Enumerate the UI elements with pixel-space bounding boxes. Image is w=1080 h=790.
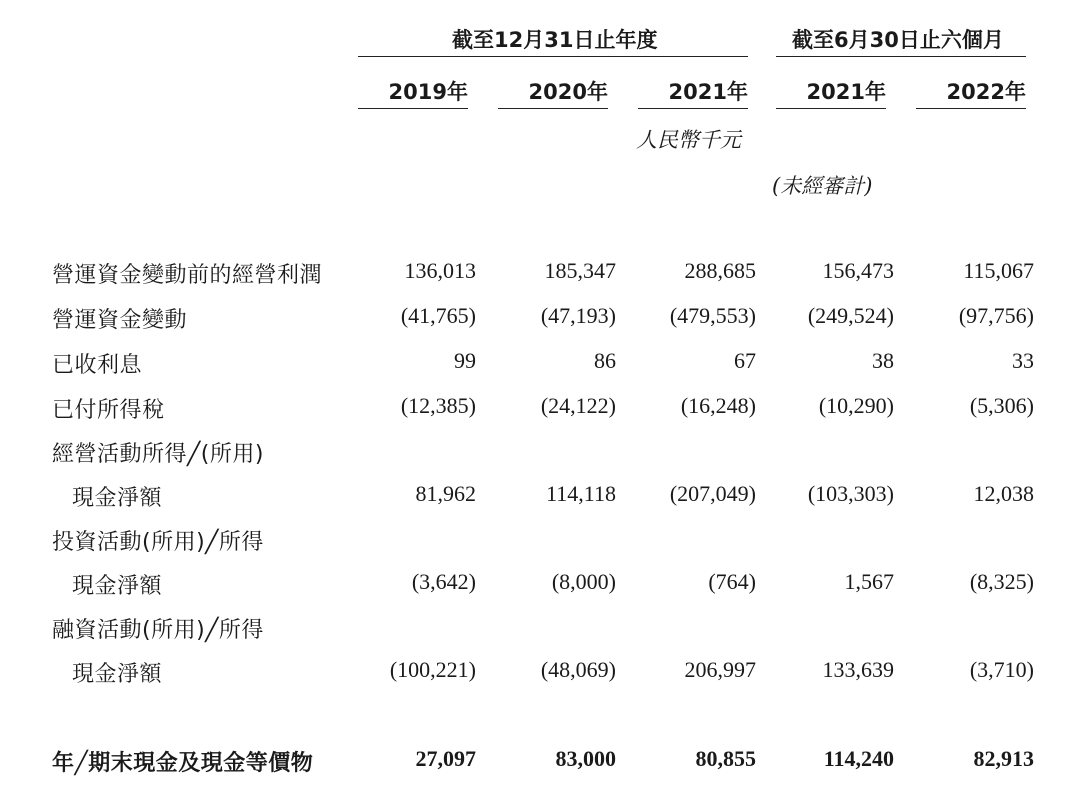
currency-unit-note: 人民幣千元 <box>636 128 741 152</box>
row-value: (47,193) <box>540 303 616 328</box>
row-value: 67 <box>734 348 756 373</box>
total-row-value: 27,097 <box>415 746 476 771</box>
row-label: 投資活動(所用)╱所得 <box>52 530 264 555</box>
row-value: (8,325) <box>969 569 1034 594</box>
total-row-value: 83,000 <box>555 746 616 771</box>
row-value: (8,000) <box>551 569 616 594</box>
row-value: (48,069) <box>540 657 616 682</box>
row-value: (41,765) <box>400 303 476 328</box>
year-header-2019: 2019年 <box>388 80 468 104</box>
row-value: 1,567 <box>844 569 894 594</box>
total-row-label: 年╱期末現金及現金等價物 <box>52 751 314 776</box>
total-row-value: 80,855 <box>695 746 756 771</box>
total-row-value: 114,240 <box>823 746 894 771</box>
year-underline-2022-interim <box>916 108 1026 109</box>
row-value: (100,221) <box>389 657 476 682</box>
row-value: 185,347 <box>544 258 616 283</box>
row-label: 現金淨額 <box>72 574 163 599</box>
row-value: (249,524) <box>807 303 894 328</box>
row-value: (3,642) <box>411 569 476 594</box>
interim-period-header: 截至6月30日止六個月 <box>792 28 1004 52</box>
row-value: 156,473 <box>822 258 894 283</box>
unaudited-note: (未經審計) <box>772 174 873 198</box>
row-value: 136,013 <box>404 258 476 283</box>
row-value: 99 <box>454 348 476 373</box>
year-underline-2021-annual <box>638 108 748 109</box>
row-value: 81,962 <box>415 481 476 506</box>
row-value: (10,290) <box>818 393 894 418</box>
row-value: 115,067 <box>963 258 1034 283</box>
row-value: (24,122) <box>540 393 616 418</box>
year-header-2022-interim: 2022年 <box>946 80 1026 104</box>
row-value: (16,248) <box>680 393 756 418</box>
row-value: 33 <box>1012 348 1034 373</box>
year-header-2021-annual: 2021年 <box>668 80 748 104</box>
annual-period-header: 截至12月31日止年度 <box>452 28 658 52</box>
row-value: 206,997 <box>684 657 756 682</box>
row-label: 已收利息 <box>52 353 143 378</box>
row-label: 現金淨額 <box>72 662 163 687</box>
row-value: 288,685 <box>684 258 756 283</box>
row-value: 86 <box>594 348 616 373</box>
row-value: 114,118 <box>546 481 616 506</box>
annual-period-underline <box>358 56 748 57</box>
row-value: (5,306) <box>969 393 1034 418</box>
year-underline-2020 <box>498 108 608 109</box>
year-header-2021-interim: 2021年 <box>806 80 886 104</box>
row-label: 已付所得稅 <box>52 398 165 423</box>
row-label: 經營活動所得╱(所用) <box>52 442 264 467</box>
row-value: (207,049) <box>669 481 756 506</box>
row-value: 133,639 <box>822 657 894 682</box>
row-label: 營運資金變動前的經營利潤 <box>52 263 323 288</box>
interim-period-underline <box>776 56 1026 57</box>
row-label: 融資活動(所用)╱所得 <box>52 618 264 643</box>
row-value: 38 <box>872 348 894 373</box>
year-underline-2021-interim <box>776 108 886 109</box>
year-header-2020: 2020年 <box>528 80 608 104</box>
row-value: (479,553) <box>669 303 756 328</box>
row-value: (97,756) <box>958 303 1034 328</box>
row-label: 現金淨額 <box>72 486 163 511</box>
row-label: 營運資金變動 <box>52 308 188 333</box>
row-value: 12,038 <box>973 481 1034 506</box>
row-value: (12,385) <box>400 393 476 418</box>
row-value: (3,710) <box>969 657 1034 682</box>
year-underline-2019 <box>358 108 468 109</box>
total-row-value: 82,913 <box>973 746 1034 771</box>
row-value: (103,303) <box>807 481 894 506</box>
row-value: (764) <box>708 569 756 594</box>
